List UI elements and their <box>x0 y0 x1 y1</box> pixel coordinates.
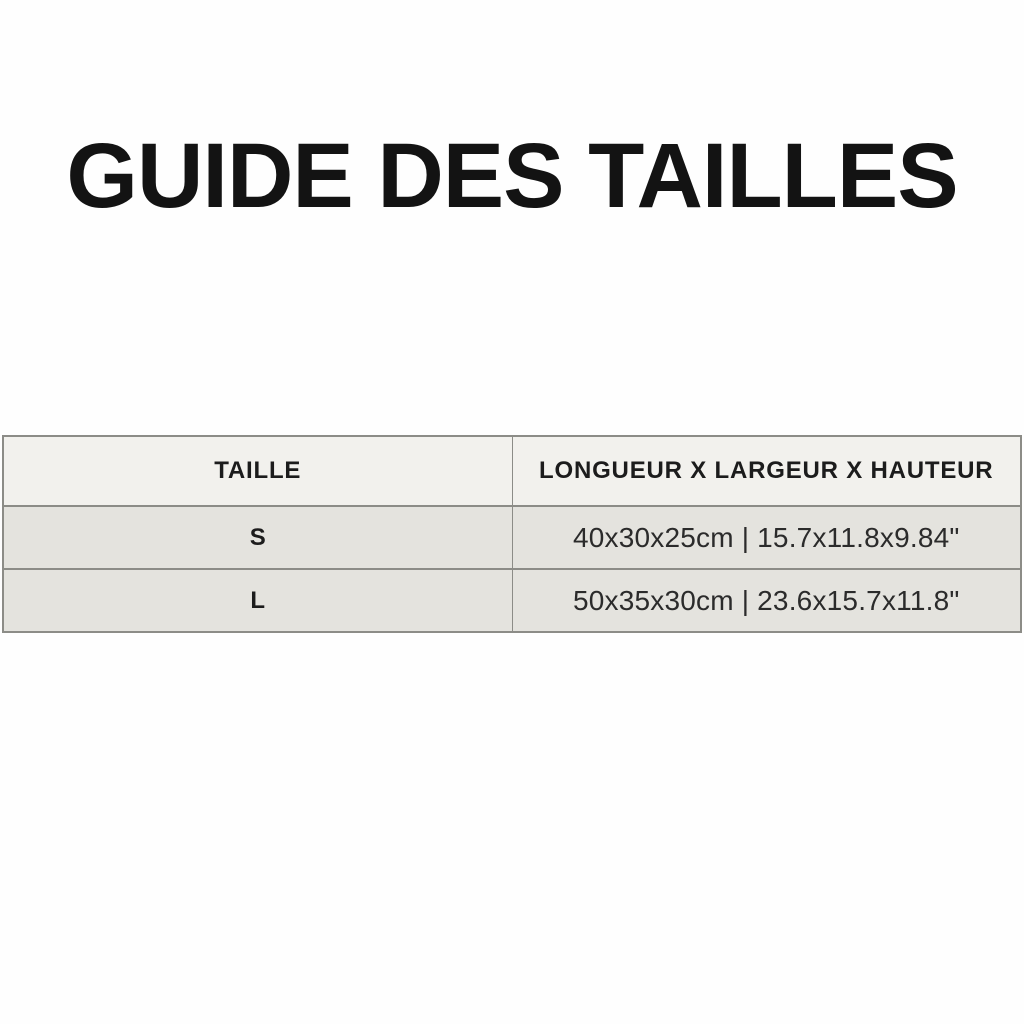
size-cell: S <box>3 506 512 569</box>
dimensions-cell: 40x30x25cm | 15.7x11.8x9.84" <box>512 506 1021 569</box>
size-table <box>2 435 1022 633</box>
column-header-dimensions: LONGUEUR X LARGEUR X HAUTEUR <box>512 436 1021 506</box>
dimensions-cell: 50x35x30cm | 23.6x15.7x11.8" <box>512 569 1021 632</box>
column-header-size: TAILLE <box>3 436 512 506</box>
size-cell: L <box>3 569 512 632</box>
table-header-row <box>3 436 1021 506</box>
table-row-size-s <box>3 506 1021 569</box>
page-title: GUIDE DES TAILLES <box>66 125 958 227</box>
table-row-size-l <box>3 569 1021 632</box>
